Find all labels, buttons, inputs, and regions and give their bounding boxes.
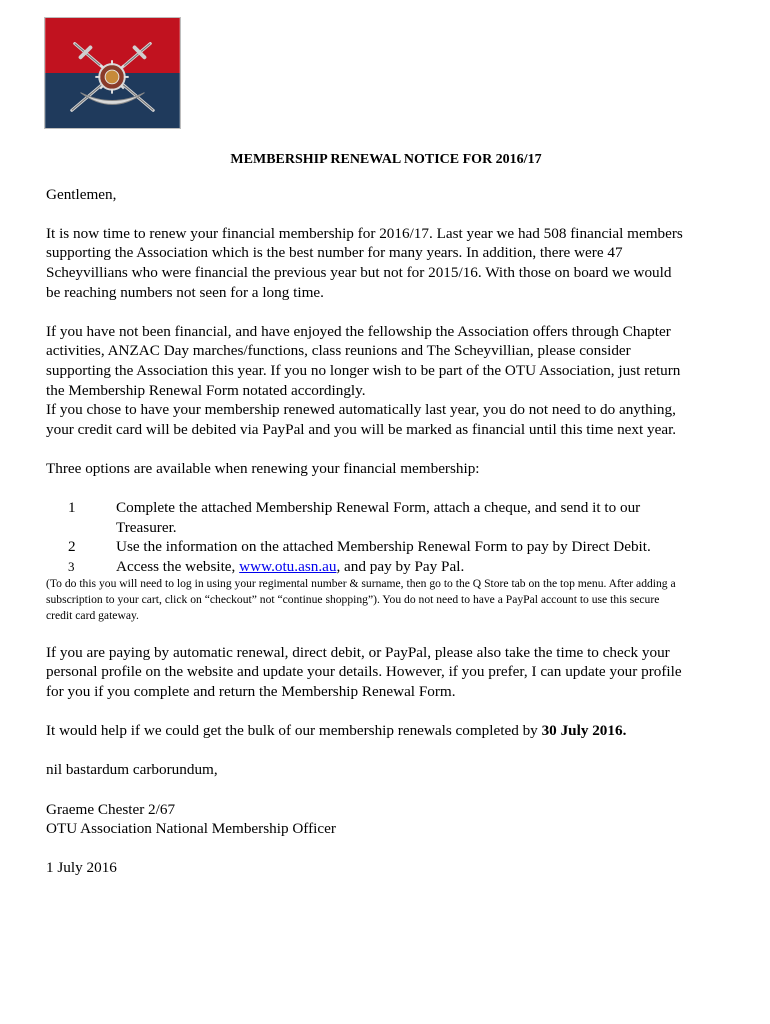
option-number: 3	[68, 558, 75, 574]
paypal-instructions-note: (To do this you will need to log in using your regimental number & surname, then go to the Q Store tab on the top menu. After adding a subscription to your cart, click on “checkout” not “continue shopping”). You do not need to have a PayPal account to use this secure credit card gateway.	[46, 577, 676, 622]
option-text	[116, 557, 686, 577]
list-item	[46, 557, 686, 577]
option-number: 1	[68, 499, 76, 517]
signature-title: OTU Association National Membership Officer	[46, 820, 336, 838]
list-item	[46, 537, 686, 557]
option-text: Use the information on the attached Membership Renewal Form to pay by Direct Debit.	[116, 538, 651, 556]
list-item	[46, 498, 686, 537]
army-crossed-swords-emblem-icon	[45, 18, 180, 128]
page-title: MEMBERSHIP RENEWAL NOTICE FOR 2016/17	[230, 152, 542, 167]
letter-date: 1 July 2016	[46, 859, 117, 877]
option-number: 2	[68, 538, 76, 556]
letter-body	[46, 150, 686, 878]
association-logo	[44, 17, 181, 129]
paragraph-automatic-renewal: If you chose to have your membership renewed automatically last year, you do not need to do anything, your credit card will be debited via PayPal and you will be marked as financial until this time next year.	[46, 401, 677, 438]
option-text-before-link: Access the website,	[116, 557, 240, 575]
closing: nil bastardum carborundum,	[46, 761, 218, 779]
deadline-date: 30 July 2016.	[541, 722, 627, 740]
salutation: Gentlemen,	[46, 185, 117, 203]
central-star	[95, 60, 128, 93]
renewal-options-list	[46, 498, 686, 576]
paragraph-not-financial: If you have not been financial, and have enjoyed the fellowship the Association offers through Chapter activities, ANZAC Day marches/functions, class reunions and The Scheyvillian, please consider supporting the Association this year. If you no longer wish to be part of the OTU Association, just return the Membership Renewal Form notated accordingly.	[46, 322, 681, 399]
signature-name: Graeme Chester 2/67	[46, 800, 176, 818]
options-intro: Three options are available when renewing your financial membership:	[46, 459, 480, 477]
paragraph-deadline	[46, 721, 686, 741]
signature-block	[46, 800, 686, 878]
paragraph-renewal-intro: It is now time to renew your financial membership for 2016/17. Last year we had 508 financial members supporting the Association which is the best number for many years. In addition, there were 47 Scheyvillians who were financial the previous year but not for 2015/16. With those on board we would be reaching numbers not seen for a long time.	[46, 224, 683, 301]
deadline-text: It would help if we could get the bulk of our membership renewals completed by	[46, 722, 542, 740]
paragraph-update-profile: If you are paying by automatic renewal, direct debit, or PayPal, please also take the time to check your personal profile on the website and update your details. However, if you prefer, I can update your profile for you if you complete and return the Membership Renewal Form.	[46, 643, 682, 701]
option-text-after-link: , and pay by Pay Pal.	[336, 557, 465, 575]
website-link[interactable]: www.otu.asn.au	[239, 557, 337, 575]
option-text: Complete the attached Membership Renewal Form, attach a cheque, and send it to our Treasurer.	[116, 499, 641, 536]
